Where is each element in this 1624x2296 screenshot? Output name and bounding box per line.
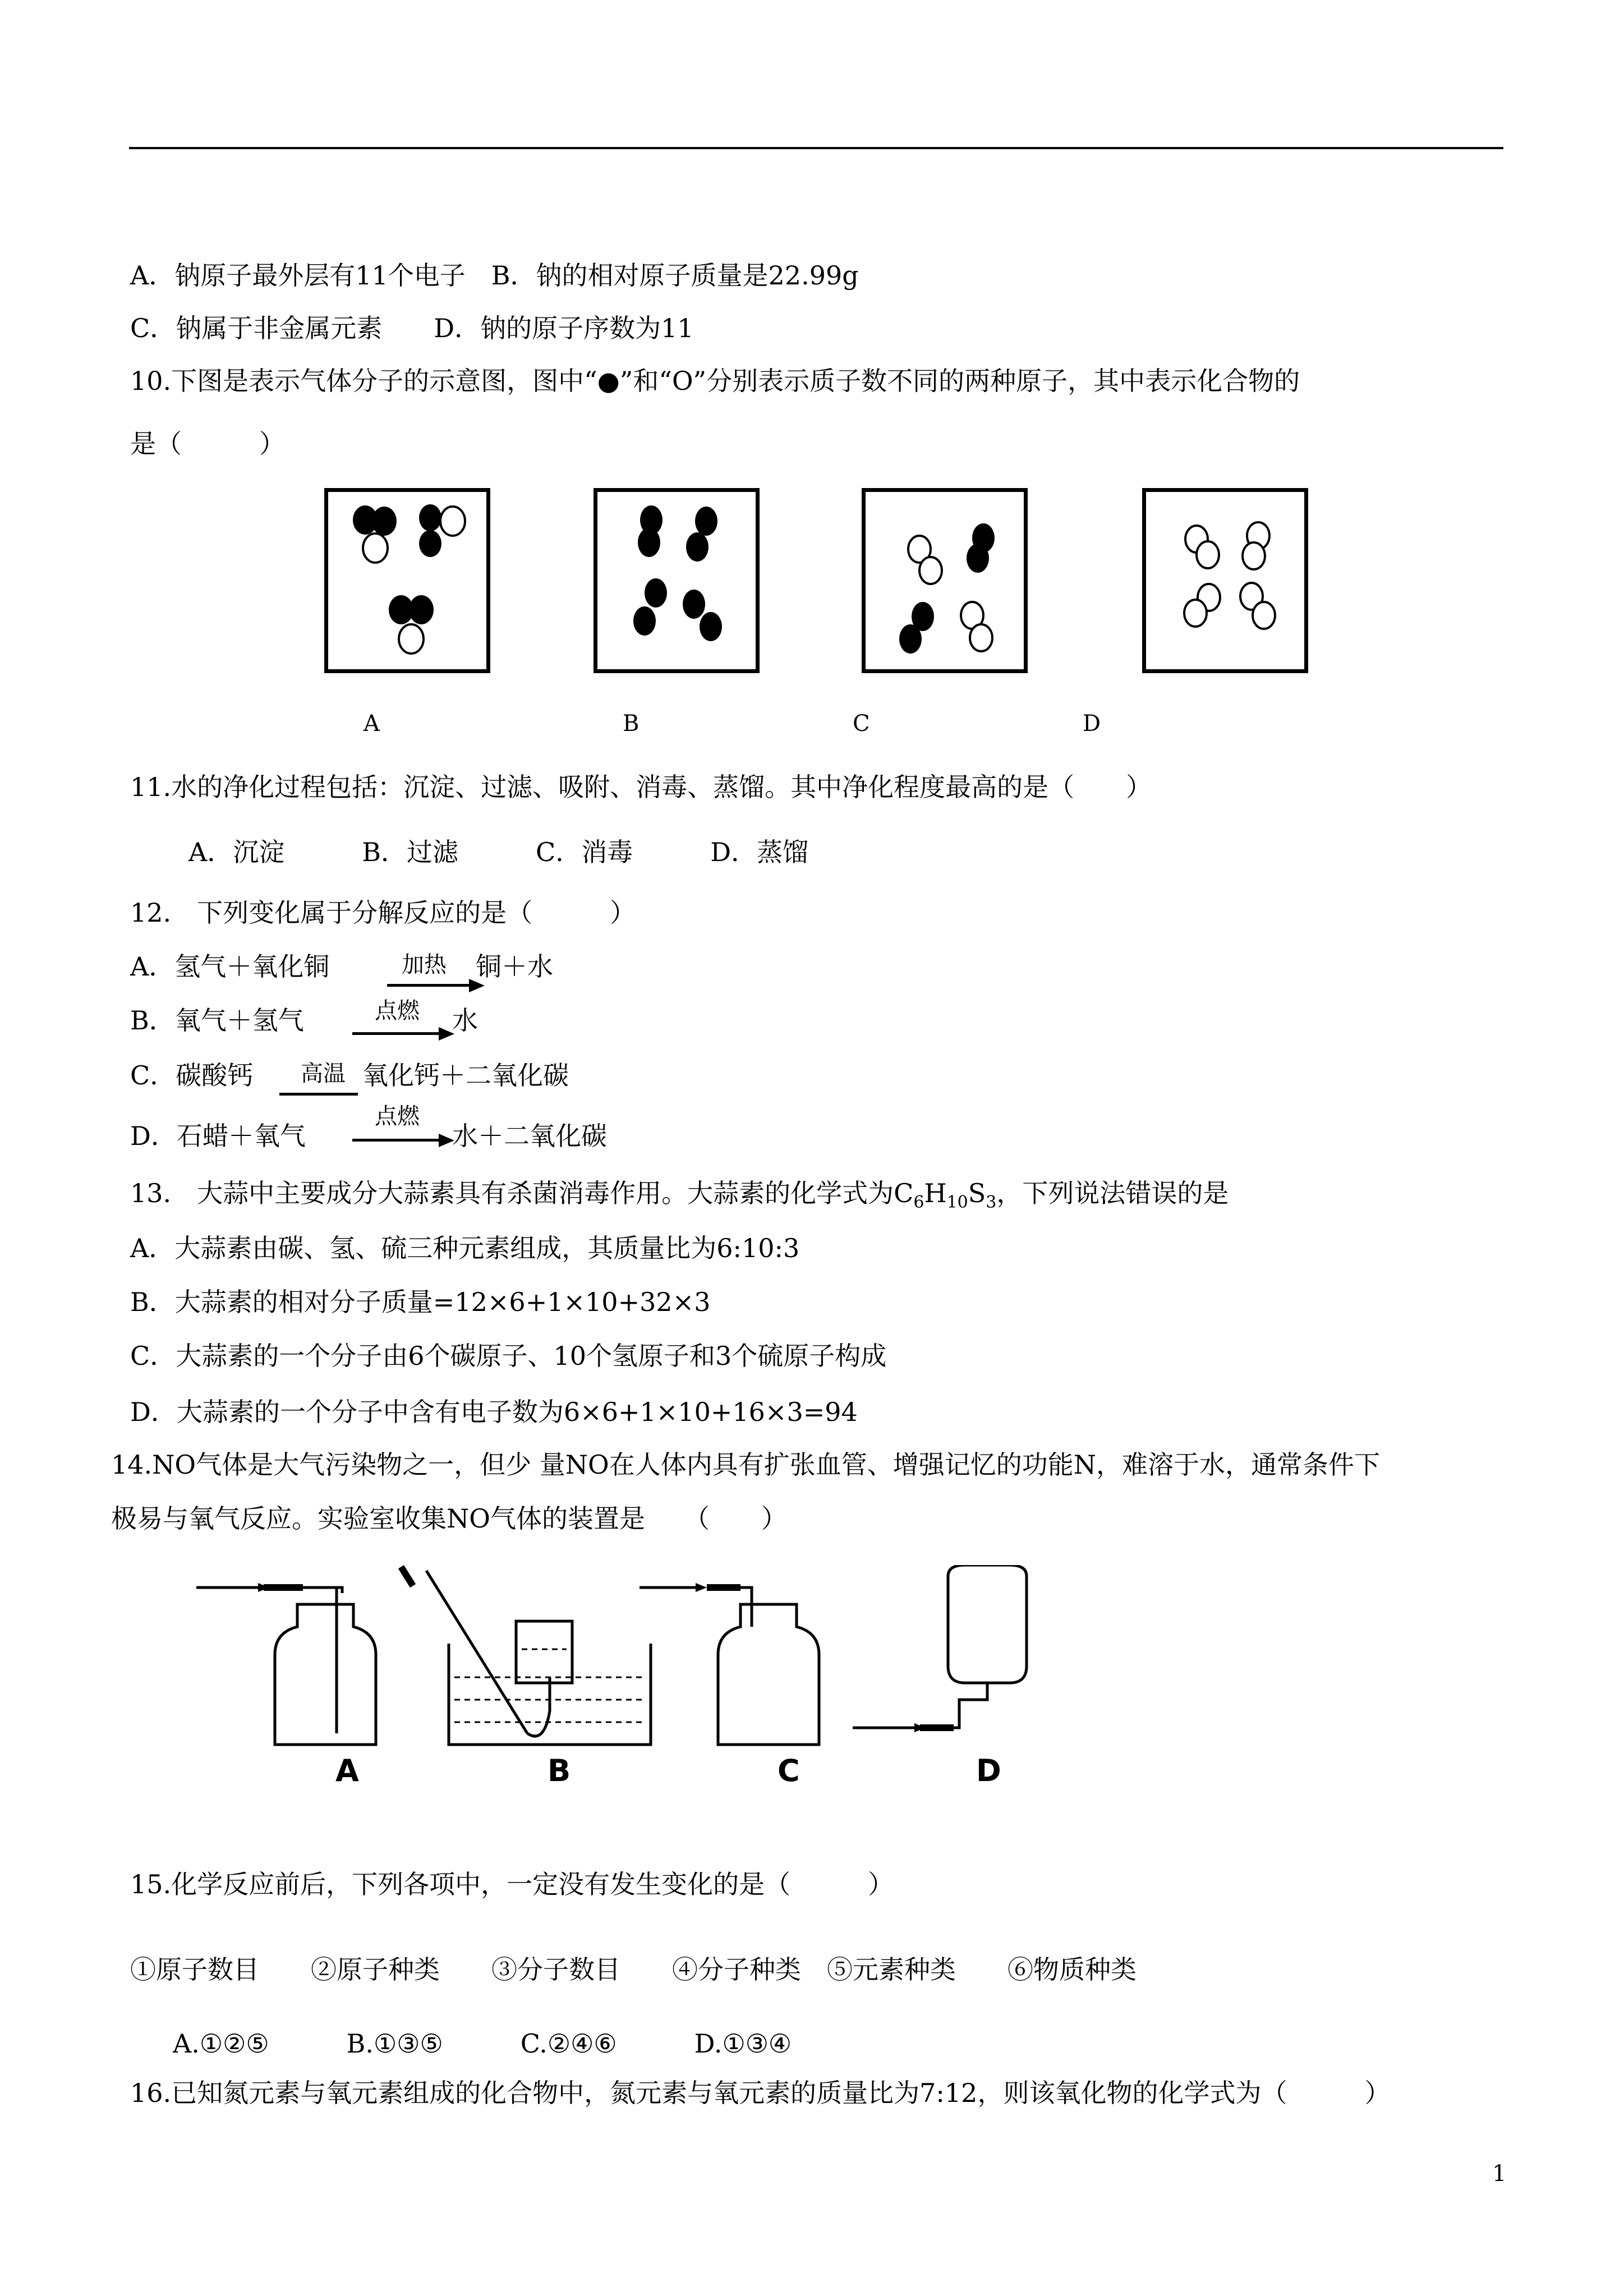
reaction-arrow (387, 984, 471, 987)
q13-stem: 13. 大蒜中主要成分大蒜素具有杀菌消毒作用。大蒜素的化学式为$C_6H_{10}S_3$，下列说法错误的是 (130, 1178, 1229, 1213)
q13-option-d: D．大蒜素的一个分子中含有电子数为6×6+1×10+16×3=94 (130, 1397, 858, 1427)
q12-option-a-condition: 加热 (402, 952, 447, 978)
q12-option-a-left: A．氢气＋氧化铜 (130, 951, 330, 982)
q12-option-b-right: 水 (452, 1005, 478, 1036)
molecule-label-a: A (364, 711, 380, 737)
q12-option-d-condition: 点燃 (375, 1103, 420, 1129)
apparatus-label-b: B (548, 1753, 571, 1788)
molecule-box-b (594, 488, 760, 673)
q12-option-a-right: 铜＋水 (476, 951, 553, 982)
molecule-diagram-b (597, 492, 756, 669)
molecule-diagram-d (1146, 492, 1304, 669)
q9-options-line2: C．钠属于非金属元素 D．钠的原子序数为11 (130, 313, 694, 343)
molecule-label-c: C (853, 711, 870, 737)
q14-stem-line1: 14.NO气体是大气污染物之一，但少 量NO在人体内具有扩张血管、增强记忆的功能N，难溶于水，通常条件下 (111, 1450, 1380, 1480)
molecule-box-d (1142, 488, 1308, 673)
q14-stem-line2: 极易与氧气反应。实验室收集NO气体的装置是 （ ） (111, 1503, 787, 1534)
q13-option-c: C．大蒜素的一个分子由6个碳原子、10个氢原子和3个硫原子构成 (130, 1341, 887, 1371)
molecule-label-d: D (1083, 711, 1101, 737)
q13-option-b: B．大蒜素的相对分子质量=12×6+1×10+32×3 (130, 1287, 711, 1317)
reaction-arrow (352, 1032, 441, 1035)
q15-options: A.①②⑤ B.①③⑤ C.②④⑥ D.①③④ (173, 2028, 792, 2059)
q12-option-c-right: 氧化钙＋二氧化碳 (362, 1060, 569, 1091)
q15-stem: 15.化学反应前后，下列各项中，一定没有发生变化的是（ ） (130, 1869, 894, 1899)
q12-option-d-right: 水＋二氧化碳 (452, 1121, 607, 1151)
q15-items: ①原子数目 ②原子种类 ③分子数目 ④分子种类 ⑤元素种类 ⑥物质种类 (130, 1954, 1137, 1985)
q12-option-d-left: D．石蜡＋氧气 (130, 1121, 306, 1151)
q9-options-line1: A．钠原子最外层有11个电子 B．钠的相对原子质量是22.99g (130, 260, 859, 291)
q11-options: A．沉淀 B．过滤 C．消毒 D．蒸馏 (188, 837, 809, 867)
molecule-box-a (324, 488, 490, 673)
apparatus-label-c: C (778, 1753, 800, 1788)
q12-stem: 12. 下列变化属于分解反应的是（ ） (130, 898, 636, 928)
q12-option-b-left: B．氧气＋氢气 (130, 1005, 304, 1036)
apparatus-label-d: D (976, 1753, 1001, 1788)
q16-stem: 16.已知氮元素与氧元素组成的化合物中，氮元素与氧元素的质量比为7:12，则该氧化物的化学式为（ ） (130, 2078, 1391, 2108)
molecule-box-c (862, 488, 1028, 673)
q10-stem-line2: 是（ ） (130, 429, 285, 459)
q12-option-c-condition: 高温 (301, 1061, 346, 1087)
reaction-arrow (352, 1139, 441, 1142)
molecule-label-b: B (623, 711, 640, 737)
gas-collection-apparatus (191, 1565, 1055, 1801)
page-number: 1 (1492, 2161, 1507, 2187)
q13-option-a: A．大蒜素由碳、氢、硫三种元素组成，其质量比为6:10:3 (130, 1233, 800, 1263)
apparatus-label-a: A (335, 1753, 359, 1788)
q10-stem-line1: 10.下图是表示气体分子的示意图，图中“●”和“O”分别表示质子数不同的两种原子，其中表示化合物的 (130, 366, 1300, 396)
molecule-diagram-c (866, 492, 1024, 669)
q12-option-c-left: C．碳酸钙 (130, 1060, 254, 1091)
q12-option-b-condition: 点燃 (375, 998, 420, 1024)
reaction-arrow (279, 1093, 358, 1096)
q11-stem: 11.水的净化过程包括：沉淀、过滤、吸附、消毒、蒸馏。其中净化程度最高的是（ ） (130, 772, 1152, 802)
molecule-diagram-a (328, 492, 486, 669)
header-rule (129, 147, 1503, 149)
